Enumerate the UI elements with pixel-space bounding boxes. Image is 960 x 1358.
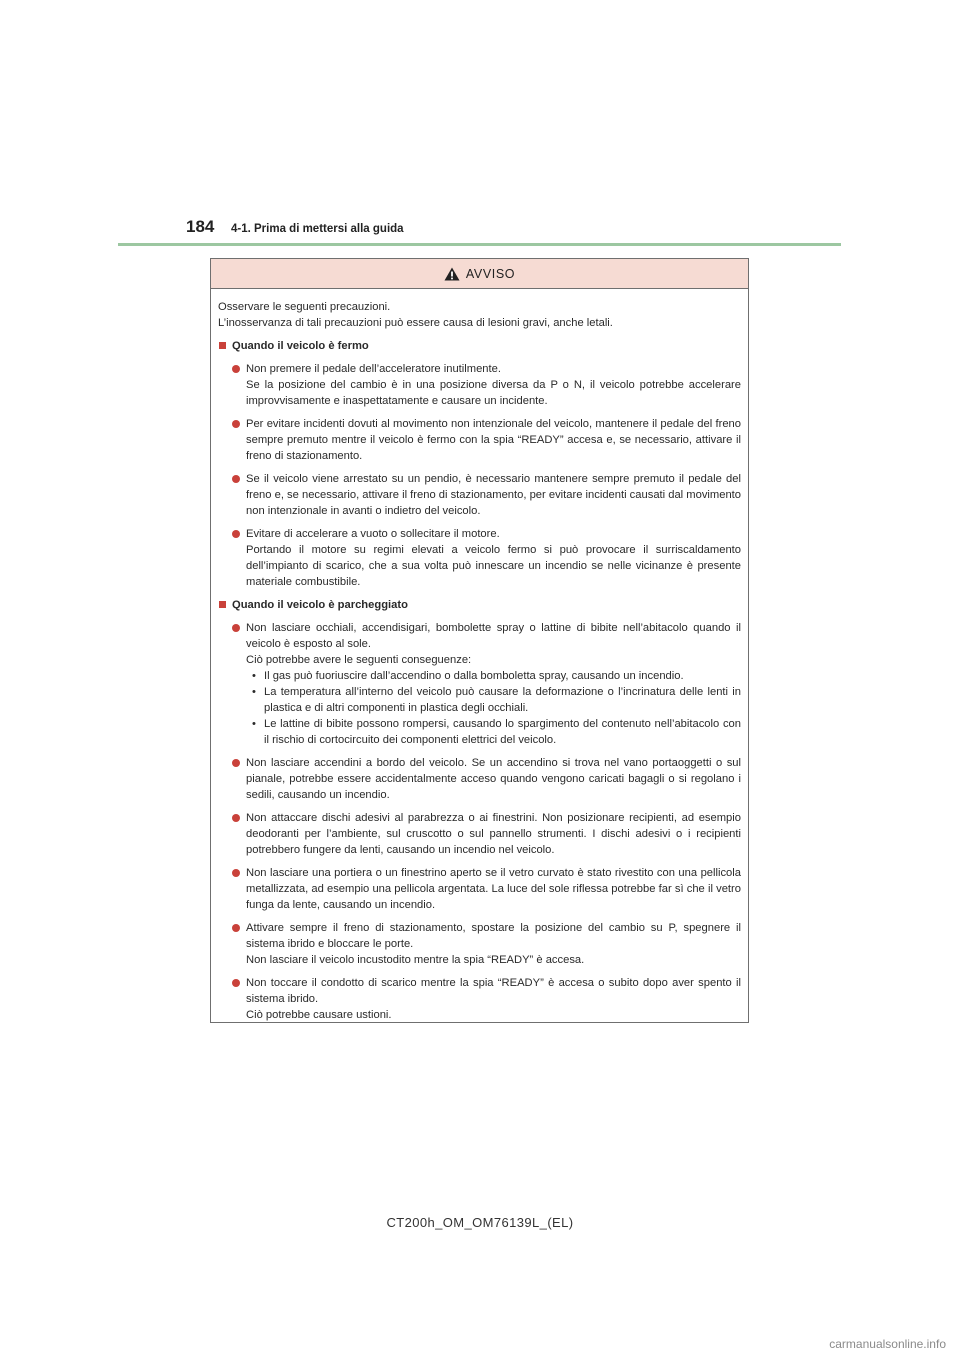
header-rule	[118, 243, 841, 246]
section-heading-text: Quando il veicolo è parcheggiato	[232, 599, 408, 611]
round-bullet-icon	[232, 979, 240, 987]
list-item	[218, 620, 741, 748]
warning-body	[211, 289, 748, 1023]
round-bullet-icon	[232, 475, 240, 483]
item-text: Non lasciare accendini a bordo del veicolo. Se un accendino si trova nel vano portaoggetti o sul pianale, potrebbe essere accidentalmente acceso quando vengono caricati bagagli o si regolano i sedili, causando un incendio.	[246, 757, 741, 801]
item-text: Per evitare incidenti dovuti al movimento non intenzionale del veicolo, mantenere il pedale del freno sempre premuto mentre il veicolo è fermo con la spia “READY” accesa e, se necessario, attivare il freno di stazionamento.	[246, 418, 741, 462]
consequence-list	[246, 668, 741, 748]
round-bullet-icon	[232, 869, 240, 877]
item-text: Attivare sempre il freno di stazionamento, spostare la posizione del cambio su P, spegnere il sistema ibrido e bloccare le porte.	[246, 922, 741, 950]
item-text: Ciò potrebbe avere le seguenti conseguenze:	[246, 654, 472, 666]
watermark: carmanualsonline.info	[829, 1337, 946, 1351]
page-number: 184	[186, 217, 215, 236]
item-text: Non lasciare occhiali, accendisigari, bombolette spray o lattine di bibite nell’abitacolo quando il veicolo è esposto al sole.	[246, 622, 741, 650]
square-bullet-icon	[219, 601, 226, 608]
list-item	[218, 755, 741, 803]
round-bullet-icon	[232, 365, 240, 373]
round-bullet-icon	[232, 420, 240, 428]
round-bullet-icon	[232, 530, 240, 538]
warning-triangle-icon	[444, 267, 460, 281]
list-item	[218, 361, 741, 409]
warning-box	[210, 258, 749, 1023]
list-item	[218, 416, 741, 464]
round-bullet-icon	[232, 624, 240, 632]
section-heading	[218, 597, 741, 613]
round-bullet-icon	[232, 924, 240, 932]
item-text: Portando il motore su regimi elevati a veicolo fermo si può provocare il surriscaldamento dell’impianto di scarico, che a sua volta può innescare un incendio se nelle vicinanze è presente materiale combustibile.	[246, 544, 741, 588]
item-text: Non lasciare una portiera o un finestrino aperto se il vetro curvato è stato rivestito con una pellicola metallizzata, ad esempio una pellicola argentata. La luce del sole riflessa potrebbe far sì che il vetro funga da lente, causando un incendio.	[246, 867, 741, 911]
list-item	[218, 471, 741, 519]
list-item	[218, 865, 741, 913]
round-bullet-icon	[232, 814, 240, 822]
item-text: Evitare di accelerare a vuoto o sollecitare il motore.	[246, 528, 500, 540]
item-text: Non attaccare dischi adesivi al parabrezza o ai finestrini. Non posizionare recipienti, ad esempio deodoranti per l’ambiente, sul cruscotto o sul pannello strumenti. I dischi adesivi o i recipienti potrebbero fungere da lenti, causando un incendio nel veicolo.	[246, 812, 741, 856]
list-item	[218, 920, 741, 968]
warning-header	[211, 259, 748, 289]
intro-line: Osservare le seguenti precauzioni.	[218, 301, 391, 313]
section-title: 4-1. Prima di mettersi alla guida	[231, 223, 404, 235]
warning-intro	[218, 299, 741, 331]
section-heading-text: Quando il veicolo è fermo	[232, 340, 369, 352]
list-item	[218, 975, 741, 1023]
item-text: Non premere il pedale dell’acceleratore inutilmente.	[246, 363, 501, 375]
item-text: Non toccare il condotto di scarico mentre la spia “READY” è accesa o subito dopo aver spento il sistema ibrido.	[246, 977, 741, 1005]
consequence-item: • Le lattine di bibite possono rompersi, causando lo spargimento del contenuto nell’abitacolo con il rischio di cortocircuito dei componenti elettrici del veicolo.	[252, 718, 741, 746]
list-item	[218, 526, 741, 590]
warning-title: AVVISO	[465, 266, 516, 281]
consequence-item: • La temperatura all’interno del veicolo può causare la deformazione o l’incrinatura delle lenti in plastica e di altri componenti in plastica degli occhiali.	[252, 686, 741, 714]
list-item	[218, 810, 741, 858]
round-bullet-icon	[232, 759, 240, 767]
item-text: Non lasciare il veicolo incustodito mentre la spia “READY” è accesa.	[246, 954, 585, 966]
item-text: Se il veicolo viene arrestato su un pendio, è necessario mantenere sempre premuto il pedale del freno e, se necessario, attivare il freno di stazionamento, per evitare incidenti causati dal movimento non intenzionale in avanti o indietro del veicolo.	[246, 473, 741, 517]
section-heading	[218, 338, 741, 354]
document-code: CT200h_OM_OM76139L_(EL)	[386, 1215, 574, 1230]
square-bullet-icon	[219, 342, 226, 349]
consequence-item: • Il gas può fuoriuscire dall’accendino o dalla bomboletta spray, causando un incendio.	[252, 670, 684, 682]
item-text: Ciò potrebbe causare ustioni.	[246, 1009, 392, 1021]
item-text: Se la posizione del cambio è in una posizione diversa da P o N, il veicolo potrebbe accelerare improvvisamente e inaspettatamente e causare un incidente.	[246, 379, 741, 407]
intro-line: L’inosservanza di tali precauzioni può essere causa di lesioni gravi, anche letali.	[218, 317, 613, 329]
